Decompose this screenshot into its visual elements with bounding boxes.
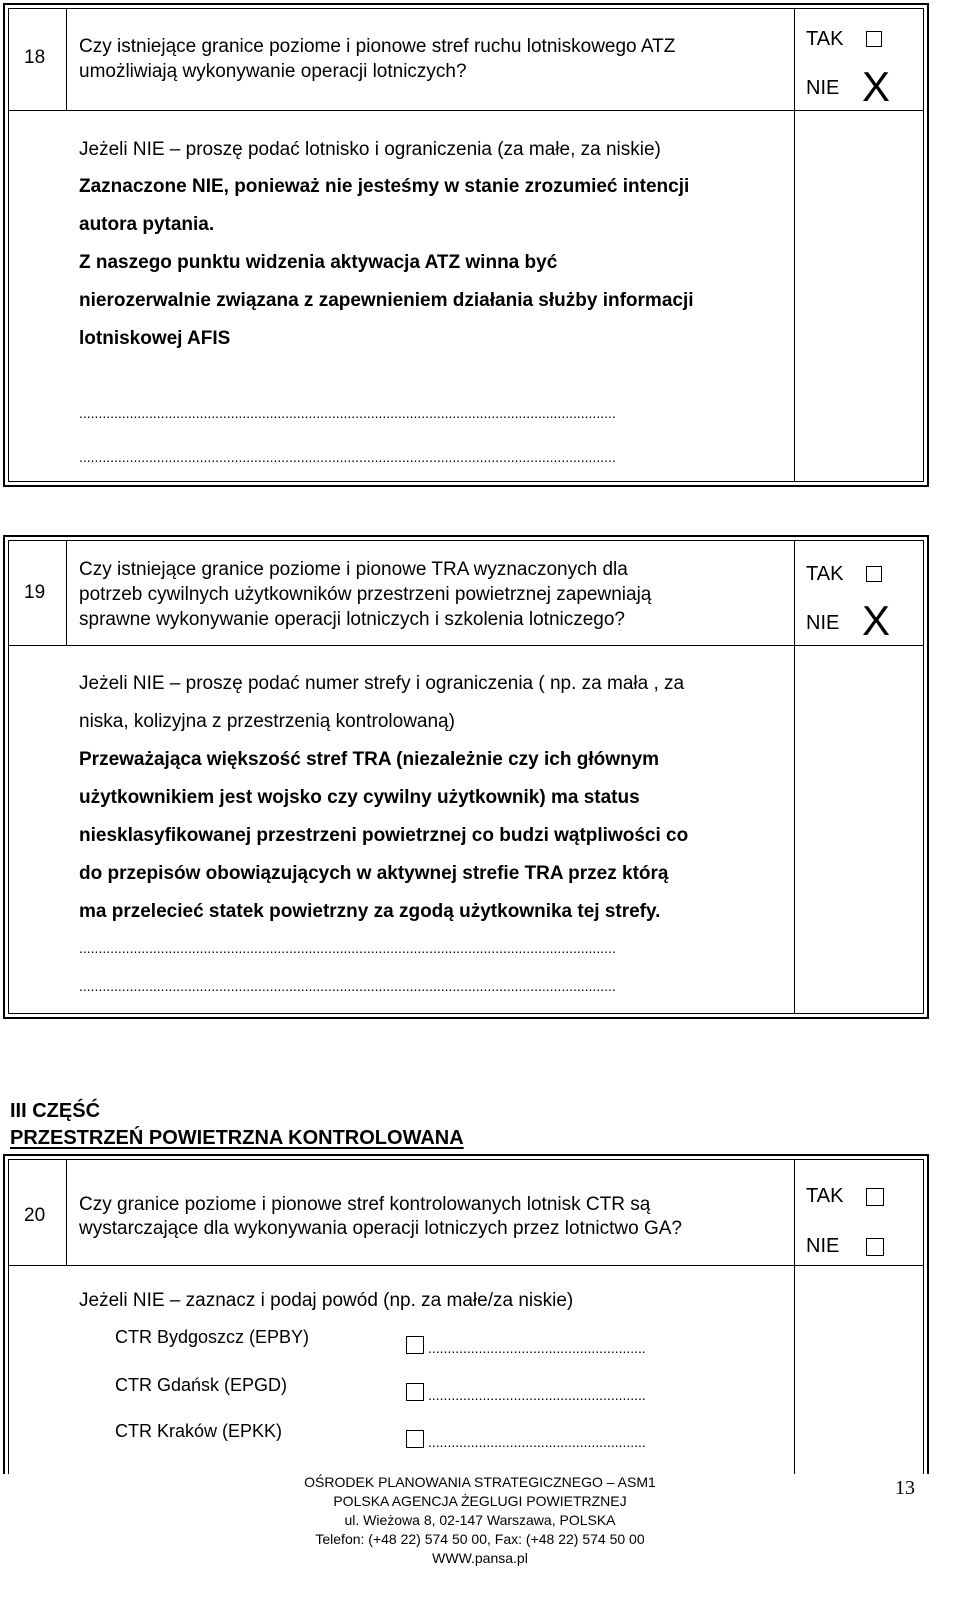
dotted-line: ........................................................ <box>428 1340 646 1356</box>
question-text-line: sprawne wykonywanie operacji lotniczych i szkolenia lotniczego? <box>79 609 625 630</box>
answer-line: Z naszego punktu widzenia aktywacja ATZ winna być <box>79 252 558 273</box>
ifno-prompt: Jeżeli NIE – proszę podać lotnisko i ograniczenia (za małe, za niskie) <box>79 139 661 160</box>
option-yes-label: TAK <box>806 1185 844 1207</box>
q20-options-divider <box>794 1159 795 1474</box>
question-text-line1: Czy istniejące granice poziome i pionowe stref ruchu lotniskowego ATZ <box>79 36 676 57</box>
ifno-prompt: Jeżeli NIE – zaznacz i podaj powód (np. za małe/za niskie) <box>79 1290 574 1311</box>
q18-header-divider <box>8 110 924 111</box>
q20-header-divider <box>8 1265 924 1266</box>
dotted-line: .......................................................................................................................................... <box>79 940 616 956</box>
question-text-line2: wystarczające dla wykonywania operacji lotniczych przez lotnictwo GA? <box>79 1218 682 1239</box>
footer-address: ul. Wieżowa 8, 02-147 Warszawa, POLSKA <box>344 1512 616 1528</box>
footer-agency-name: POLSKA AGENCJA ŻEGLUGI POWIETRZNEJ <box>333 1493 627 1509</box>
q19-number-divider <box>66 540 67 645</box>
question-number: 18 <box>24 47 46 68</box>
footer-phone-fax: Telefon: (+48 22) 574 50 00, Fax: (+48 22) 574 50 00 <box>315 1531 645 1547</box>
option-yes-checkbox[interactable] <box>866 1188 884 1206</box>
answer-line: lotniskowej AFIS <box>79 328 231 349</box>
page-number: 13 <box>895 1477 915 1499</box>
ctr-item-label: CTR Gdańsk (EPGD) <box>115 1375 288 1395</box>
answer-line: Przeważająca większość stref TRA (niezależnie czy ich głównym <box>79 749 660 770</box>
question-text-line: potrzeb cywilnych użytkowników przestrzeni powietrznej zapewniają <box>79 584 652 605</box>
option-yes-label: TAK <box>806 28 844 50</box>
question-number: 19 <box>24 582 46 603</box>
dotted-line: .......................................................................................................................................... <box>79 978 616 994</box>
option-no-checkbox[interactable] <box>866 1238 884 1256</box>
option-no-label: NIE <box>806 77 840 99</box>
q19-header-divider <box>8 645 924 646</box>
question-text-line1: Czy granice poziome i pionowe stref kontrolowanych lotnisk CTR są <box>79 1194 651 1215</box>
option-no-label: NIE <box>806 612 840 634</box>
dotted-line: ........................................................ <box>428 1387 646 1403</box>
section-subtitle: PRZESTRZEŃ POWIETRZNA KONTROLOWANA <box>10 1127 464 1149</box>
question-text-line2: umożliwiają wykonywanie operacji lotniczych? <box>79 61 467 82</box>
footer-website: WWW.pansa.pl <box>432 1550 528 1566</box>
ifno-prompt-line2: niska, kolizyjna z przestrzenią kontrolowaną) <box>79 711 455 732</box>
ctr-item-checkbox[interactable] <box>406 1430 424 1448</box>
question-number: 20 <box>24 1205 46 1226</box>
dotted-line: .......................................................................................................................................... <box>79 449 616 465</box>
ctr-item-label: CTR Kraków (EPKK) <box>115 1421 283 1441</box>
footer-org-name: OŚRODEK PLANOWANIA STRATEGICZNEGO – ASM1 <box>304 1474 656 1490</box>
answer-line: ma przelecieć statek powietrzny za zgodą użytkownika tej strefy. <box>79 901 661 922</box>
dotted-line: .......................................................................................................................................... <box>79 405 616 421</box>
section-title: III CZĘŚĆ <box>10 1100 101 1122</box>
ctr-item <box>115 1375 287 1396</box>
ifno-prompt-line1: Jeżeli NIE – proszę podać numer strefy i ograniczenia ( np. za mała , za <box>79 673 685 694</box>
option-no-label: NIE <box>806 1235 840 1257</box>
dotted-line: ........................................................ <box>428 1434 646 1450</box>
option-yes-label: TAK <box>806 563 844 585</box>
q19-options-divider <box>794 540 795 1014</box>
option-yes-checkbox[interactable] <box>866 31 882 47</box>
q18-number-divider <box>66 8 67 110</box>
answer-line: Zaznaczone NIE, ponieważ nie jesteśmy w stanie zrozumieć intencji <box>79 176 690 197</box>
ctr-item <box>115 1421 282 1442</box>
answer-line: niesklasyfikowanej przestrzeni powietrznej co budzi wątpliwości co <box>79 825 689 846</box>
question-text-line: Czy istniejące granice poziome i pionowe TRA wyznaczonych dla <box>79 559 628 580</box>
q20-number-divider <box>66 1159 67 1265</box>
answer-line: nierozerwalnie związana z zapewnieniem działania służby informacji <box>79 290 694 311</box>
answer-line: do przepisów obowiązujących w aktywnej strefie TRA przez którą <box>79 863 669 884</box>
ctr-item <box>115 1327 309 1348</box>
ctr-item-checkbox[interactable] <box>406 1336 424 1354</box>
option-no-x-mark[interactable]: X <box>862 597 891 644</box>
answer-line: użytkownikiem jest wojsko czy cywilny użytkownik) ma status <box>79 787 640 808</box>
ctr-item-checkbox[interactable] <box>406 1383 424 1401</box>
option-no-x-mark[interactable]: X <box>862 63 891 110</box>
q18-options-divider <box>794 8 795 482</box>
answer-line: autora pytania. <box>79 214 215 235</box>
option-yes-checkbox[interactable] <box>866 566 882 582</box>
ctr-item-label: CTR Bydgoszcz (EPBY) <box>115 1327 310 1347</box>
